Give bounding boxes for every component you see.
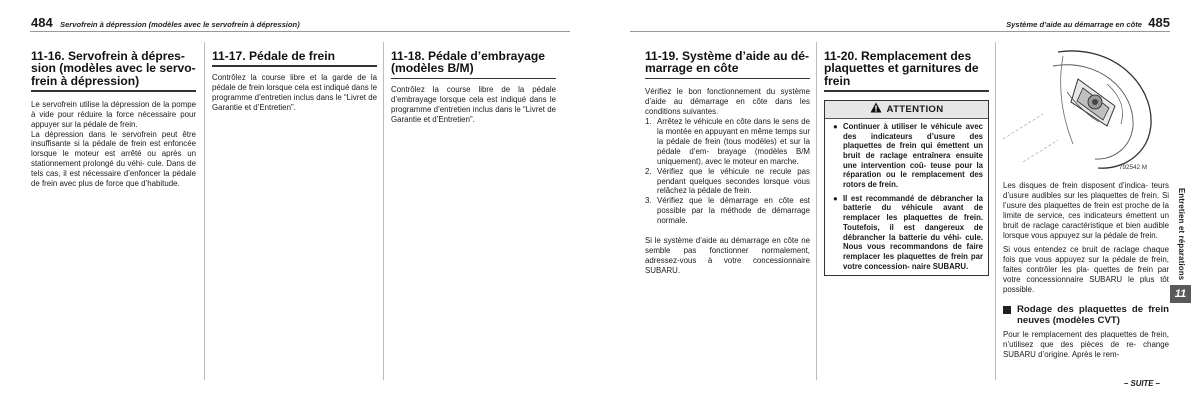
continued-marker: – SUITE – xyxy=(1124,379,1160,388)
section-rule xyxy=(391,78,556,80)
section-11-17 xyxy=(212,50,377,113)
title-line: 11-16. Servofrein à dépres- xyxy=(31,49,185,63)
attention-header xyxy=(825,101,988,119)
title-line: sion (modèles avec le servo- xyxy=(31,61,196,76)
warning-triangle-icon xyxy=(870,102,882,113)
brake-wear-text xyxy=(1003,181,1169,360)
title-line: frein à dépression) xyxy=(31,73,140,88)
step-text: Vérifiez que le véhicule ne recule pas pendant quelques secondes lorsque vous relâchez la pédale de frein. xyxy=(657,166,810,196)
bullet-icon: ● xyxy=(833,193,838,203)
title-line: (modèles B/M) xyxy=(391,61,474,76)
brake-disc-illustration xyxy=(1003,44,1163,174)
column-divider xyxy=(995,42,996,380)
right-header-rule xyxy=(630,31,1170,32)
step-number: 2. xyxy=(645,166,652,176)
list-item xyxy=(830,122,983,190)
section-rule xyxy=(824,90,989,92)
attention-label: ATTENTION xyxy=(886,103,944,115)
paragraph: Contrôlez la course libre de la pédale d’embrayage lorsque cela est indiqué dans le programme d’entretien inclus dans le “Livret de Garantie et d’Entretien”. xyxy=(391,85,556,125)
section-title xyxy=(645,50,810,75)
column-divider xyxy=(816,42,817,380)
step-text: Arrêtez le véhicule en côte dans le sens de la montée en appuyant en même temps sur la pédale de frein (tous modèles) et sur la pédale d’em- brayage (modèles B/M uniquement), avec le moteur en marche. xyxy=(657,117,810,166)
section-rule xyxy=(645,78,810,80)
left-header-rule xyxy=(30,31,570,32)
title-line: 11-19. Système d’aide au dé- xyxy=(645,49,810,63)
chapter-tab-number: 11 xyxy=(1170,285,1191,303)
square-bullet-icon xyxy=(1003,306,1011,314)
section-rule xyxy=(212,65,377,67)
paragraph: Le servofrein utilise la dépression de la pompe à vide pour réduire la force nécessaire pour appuyer sur la pédale de frein. xyxy=(31,99,196,129)
list-item xyxy=(645,117,810,167)
paragraph: La dépression dans le servofrein peut être insuffisante si la pédale de frein est enfoncée lorsque le moteur est arrêté ou après un stationnement prolongé du véhi- cule. Dans de tels cas, il est nécessaire d’enfoncer la pédale de frein avec plus de force que d’habitude. xyxy=(31,129,196,189)
step-number: 3. xyxy=(645,196,652,206)
section-11-18 xyxy=(391,50,556,125)
attention-box xyxy=(824,100,989,277)
bullet-icon: ● xyxy=(833,121,838,131)
column-divider xyxy=(204,42,205,380)
right-page-number: 485 xyxy=(1148,15,1170,30)
left-running-title: Servofrein à dépression (modèles avec le servofrein à dépression) xyxy=(60,20,300,29)
list-item xyxy=(645,196,810,226)
title-line: 11-18. Pédale d’embrayage xyxy=(391,49,545,63)
paragraph: Si le système d’aide au démarrage en côte ne semble pas fonctionner normalement, adressez-vous à votre concessionnaire SUBARU. xyxy=(645,236,810,275)
subsection-title xyxy=(1003,304,1169,326)
subsection-title-text: Rodage des plaquettes de frein neuves (modèles CVT) xyxy=(1017,303,1169,326)
title-line: frein xyxy=(824,73,851,88)
section-title xyxy=(212,50,377,62)
step-number: 1. xyxy=(645,117,652,127)
left-page-number: 484 xyxy=(31,15,53,30)
chapter-tab-label: Entretien et réparations xyxy=(1177,188,1186,281)
section-11-19 xyxy=(645,50,810,276)
section-rule xyxy=(31,90,196,92)
paragraph: Si vous entendez ce bruit de raclage chaque fois que vous appuyez sur la pédale de frein, faites contrôler les pla- quettes de frein par votre concessionnaire SUBARU le plus tôt possible. xyxy=(1003,245,1169,295)
attention-body xyxy=(825,119,988,276)
attention-text: Il est recommandé de débrancher la batterie du véhicule avant de remplacer les plaquettes de frein. Toutefois, il est dangereux de débrancher la batterie du véhi- cule. Nous vous recommandons de faire remplacer les plaquettes de frein par votre concession- naire SUBARU. xyxy=(843,193,983,271)
title-line: marrage en côte xyxy=(645,61,739,76)
attention-text: Continuer à utiliser le véhicule avec des indicateurs d’usure des plaquettes de frein qui émettent un bruit de raclage entraînera ensuite une intervention coû- teuse pour la réparation ou le remplacement des rotors de frein. xyxy=(843,121,983,190)
right-running-title: Système d’aide au démarrage en côte xyxy=(1006,20,1142,29)
section-11-20 xyxy=(824,50,989,276)
list-item xyxy=(830,194,983,272)
section-title xyxy=(824,50,989,87)
step-list xyxy=(645,117,810,226)
paragraph: Pour le remplacement des plaquettes de frein, n’utilisez que des pièces de re- change SUBARU d’origine. Après le rem- xyxy=(1003,329,1169,359)
title-line: 11-20. Remplacement des xyxy=(824,49,972,63)
section-title xyxy=(391,50,556,75)
figure-code: 792542 M xyxy=(1119,164,1148,171)
title-line: 11-17. Pédale de frein xyxy=(212,49,336,63)
title-line: plaquettes et garnitures de xyxy=(824,61,979,76)
paragraph: Vérifiez le bon fonctionnement du système d’aide au démarrage en côte dans les conditions suivantes. xyxy=(645,87,810,117)
paragraph: Les disques de frein disposent d’indica- teurs d’usure audibles sur les plaquettes de frein. Si l’usure des plaquettes de frein est proche de la limite de service, ces indicateurs émettent un bruit de raclage caractéristique et bien audible lorsque vous appuyez sur la pédale de frein. xyxy=(1003,181,1169,240)
section-11-16 xyxy=(31,50,196,189)
column-divider xyxy=(383,42,384,380)
list-item xyxy=(645,167,810,197)
step-text: Vérifiez que le démarrage en côte est possible par la méthode de démarrage normale. xyxy=(657,196,810,226)
paragraph: Contrôlez la course libre et la garde de la pédale de frein lorsque cela est indiqué dans le programme d’entretien inclus dans le “Livret de Garantie et d’Entretien”. xyxy=(212,73,377,112)
section-title xyxy=(31,50,196,87)
